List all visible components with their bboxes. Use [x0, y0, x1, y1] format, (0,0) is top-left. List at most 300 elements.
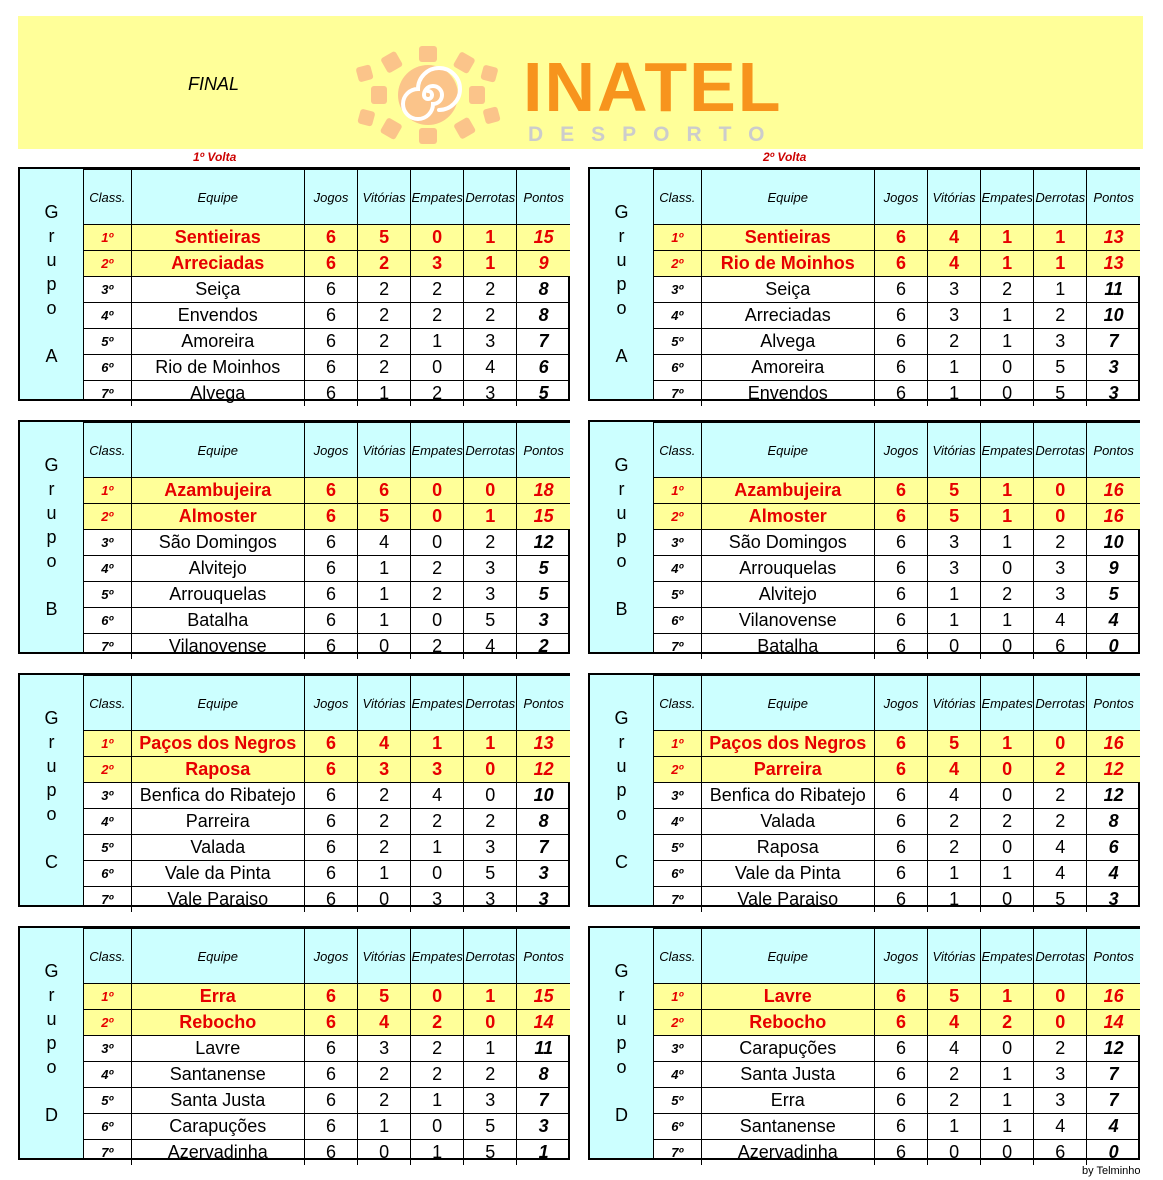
column-header: Empates — [411, 676, 464, 731]
team-cell: Alvega — [701, 329, 874, 355]
draws-cell: 2 — [981, 277, 1034, 303]
wins-cell: 2 — [928, 1088, 981, 1114]
group-label-letter: o — [46, 1057, 57, 1077]
team-cell: Azervadinha — [701, 1140, 874, 1166]
column-header: Empates — [981, 170, 1034, 225]
draws-cell: 1 — [411, 1140, 464, 1166]
column-header: Jogos — [304, 676, 357, 731]
draws-cell: 0 — [411, 225, 464, 251]
wins-cell: 5 — [928, 731, 981, 757]
wins-cell: 2 — [928, 1062, 981, 1088]
wins-cell: 1 — [358, 556, 411, 582]
wins-cell: 1 — [928, 608, 981, 634]
games-cell: 6 — [304, 303, 357, 329]
points-cell: 3 — [517, 861, 570, 887]
losses-cell: 4 — [1034, 861, 1087, 887]
team-cell: Vale da Pinta — [701, 861, 874, 887]
games-cell: 6 — [874, 251, 927, 277]
table-header-row — [84, 170, 570, 225]
group-label-letter: u — [616, 1009, 627, 1029]
points-cell: 3 — [517, 887, 570, 913]
team-cell: Vale da Pinta — [131, 861, 304, 887]
position-cell: 5º — [654, 582, 701, 608]
position-cell: 1º — [84, 225, 131, 251]
losses-cell: 2 — [1034, 809, 1087, 835]
column-header: Jogos — [874, 929, 927, 984]
column-header: Vitórias — [928, 423, 981, 478]
games-cell: 6 — [874, 1088, 927, 1114]
team-cell: Erra — [701, 1088, 874, 1114]
wins-cell: 0 — [928, 634, 981, 660]
table-header-row — [654, 423, 1140, 478]
points-cell: 6 — [517, 355, 570, 381]
group-letter: B — [615, 599, 628, 619]
losses-cell: 5 — [464, 861, 517, 887]
points-cell: 12 — [517, 530, 570, 556]
table-row — [654, 478, 1140, 504]
draws-cell: 0 — [411, 504, 464, 530]
group-label-letter: p — [46, 274, 57, 294]
losses-cell: 3 — [464, 329, 517, 355]
table-row — [84, 277, 570, 303]
wins-cell: 1 — [928, 582, 981, 608]
group-label — [20, 422, 84, 652]
team-cell: Paços dos Negros — [131, 731, 304, 757]
draws-cell: 1 — [411, 329, 464, 355]
wins-cell: 6 — [358, 478, 411, 504]
team-cell: Arreciadas — [131, 251, 304, 277]
table-row — [84, 1036, 570, 1062]
draws-cell: 0 — [981, 835, 1034, 861]
draws-cell: 2 — [981, 809, 1034, 835]
points-cell: 3 — [1087, 887, 1140, 913]
group-letter: C — [615, 852, 628, 872]
team-cell: Alvega — [131, 381, 304, 407]
final-label: FINAL — [188, 74, 240, 94]
games-cell: 6 — [874, 556, 927, 582]
points-cell: 10 — [1087, 530, 1140, 556]
team-cell: Alvitejo — [131, 556, 304, 582]
column-header: Class. — [654, 170, 701, 225]
points-cell: 0 — [1087, 634, 1140, 660]
table-row — [654, 757, 1140, 783]
author-credit: by Telminho — [1082, 1165, 1141, 1177]
group-label-letter: o — [616, 551, 627, 571]
standings-table — [654, 169, 1140, 406]
group-table-a-round-2 — [588, 167, 1140, 401]
games-cell: 6 — [304, 835, 357, 861]
position-cell: 1º — [84, 984, 131, 1010]
games-cell: 6 — [304, 582, 357, 608]
draws-cell: 1 — [981, 225, 1034, 251]
games-cell: 6 — [874, 783, 927, 809]
team-cell: Santanense — [131, 1062, 304, 1088]
points-cell: 16 — [1087, 984, 1140, 1010]
sun-spiral-logo-icon — [353, 44, 503, 146]
group-label-letter: p — [46, 1033, 57, 1053]
position-cell: 7º — [654, 887, 701, 913]
losses-cell: 2 — [464, 277, 517, 303]
table-row — [84, 1140, 570, 1166]
games-cell: 6 — [874, 303, 927, 329]
points-cell: 6 — [1087, 835, 1140, 861]
games-cell: 6 — [874, 478, 927, 504]
group-label-letter: o — [616, 804, 627, 824]
table-row — [654, 1114, 1140, 1140]
points-cell: 4 — [1087, 1114, 1140, 1140]
column-header: Class. — [84, 676, 131, 731]
table-row — [84, 1088, 570, 1114]
column-header: Jogos — [304, 929, 357, 984]
table-row — [84, 582, 570, 608]
games-cell: 6 — [874, 277, 927, 303]
games-cell: 6 — [304, 1036, 357, 1062]
table-row — [84, 1114, 570, 1140]
table-row — [84, 887, 570, 913]
team-cell: Vale Paraiso — [701, 887, 874, 913]
games-cell: 6 — [304, 757, 357, 783]
wins-cell: 4 — [928, 251, 981, 277]
group-label-letter: r — [48, 985, 55, 1005]
table-row — [84, 478, 570, 504]
points-cell: 10 — [1087, 303, 1140, 329]
draws-cell: 0 — [411, 530, 464, 556]
table-row — [654, 783, 1140, 809]
draws-cell: 0 — [981, 634, 1034, 660]
column-header: Jogos — [874, 676, 927, 731]
points-cell: 5 — [517, 582, 570, 608]
column-header: Derrotas — [464, 676, 517, 731]
team-cell: Rio de Moinhos — [131, 355, 304, 381]
group-label-letter: r — [48, 226, 55, 246]
column-header: Empates — [981, 929, 1034, 984]
points-cell: 5 — [517, 381, 570, 407]
losses-cell: 3 — [464, 556, 517, 582]
team-cell: São Domingos — [701, 530, 874, 556]
games-cell: 6 — [874, 634, 927, 660]
team-cell: Sentieiras — [701, 225, 874, 251]
games-cell: 6 — [304, 329, 357, 355]
position-cell: 6º — [654, 608, 701, 634]
table-row — [654, 329, 1140, 355]
table-row — [84, 783, 570, 809]
column-header: Vitórias — [928, 170, 981, 225]
wins-cell: 2 — [358, 277, 411, 303]
position-cell: 6º — [84, 608, 131, 634]
table-header-row — [654, 929, 1140, 984]
losses-cell: 4 — [464, 355, 517, 381]
wins-cell: 1 — [928, 381, 981, 407]
position-cell: 5º — [84, 835, 131, 861]
group-label-letter: G — [614, 455, 629, 475]
group-label — [590, 675, 654, 905]
column-header: Vitórias — [358, 423, 411, 478]
wins-cell: 5 — [358, 504, 411, 530]
group-label-letter: p — [616, 1033, 627, 1053]
draws-cell: 1 — [981, 731, 1034, 757]
position-cell: 2º — [654, 251, 701, 277]
table-header-row — [654, 170, 1140, 225]
column-header: Derrotas — [1034, 929, 1087, 984]
team-cell: Erra — [131, 984, 304, 1010]
position-cell: 3º — [84, 783, 131, 809]
column-header: Class. — [84, 929, 131, 984]
draws-cell: 2 — [411, 809, 464, 835]
games-cell: 6 — [874, 1062, 927, 1088]
standings-table — [84, 928, 570, 1165]
table-row — [84, 355, 570, 381]
position-cell: 6º — [84, 861, 131, 887]
losses-cell: 0 — [464, 783, 517, 809]
column-header: Equipe — [701, 170, 874, 225]
position-cell: 5º — [654, 329, 701, 355]
points-cell: 18 — [517, 478, 570, 504]
losses-cell: 2 — [464, 809, 517, 835]
draws-cell: 2 — [411, 634, 464, 660]
points-cell: 16 — [1087, 504, 1140, 530]
group-label-letter: u — [46, 250, 57, 270]
table-row — [84, 731, 570, 757]
team-cell: Arrouquelas — [131, 582, 304, 608]
games-cell: 6 — [874, 731, 927, 757]
brand-subtitle: DESPORTO — [528, 123, 782, 146]
losses-cell: 0 — [464, 478, 517, 504]
wins-cell: 2 — [358, 835, 411, 861]
column-header: Vitórias — [358, 929, 411, 984]
team-cell: Amoreira — [131, 329, 304, 355]
table-row — [84, 861, 570, 887]
position-cell: 1º — [654, 225, 701, 251]
position-cell: 4º — [84, 303, 131, 329]
standings-table — [84, 675, 570, 912]
position-cell: 7º — [654, 1140, 701, 1166]
losses-cell: 3 — [464, 381, 517, 407]
losses-cell: 1 — [1034, 225, 1087, 251]
losses-cell: 4 — [1034, 1114, 1087, 1140]
position-cell: 7º — [84, 1140, 131, 1166]
games-cell: 6 — [874, 1140, 927, 1166]
draws-cell: 2 — [981, 582, 1034, 608]
wins-cell: 1 — [358, 608, 411, 634]
points-cell: 13 — [1087, 251, 1140, 277]
team-cell: Azambujeira — [701, 478, 874, 504]
wins-cell: 5 — [928, 504, 981, 530]
wins-cell: 4 — [358, 1010, 411, 1036]
losses-cell: 0 — [1034, 731, 1087, 757]
group-label — [590, 422, 654, 652]
wins-cell: 0 — [358, 1140, 411, 1166]
wins-cell: 1 — [358, 1114, 411, 1140]
games-cell: 6 — [874, 530, 927, 556]
team-cell: Seiça — [701, 277, 874, 303]
column-header: Derrotas — [1034, 423, 1087, 478]
column-header: Empates — [981, 676, 1034, 731]
table-row — [654, 530, 1140, 556]
losses-cell: 0 — [1034, 1010, 1087, 1036]
points-cell: 4 — [1087, 608, 1140, 634]
column-header: Derrotas — [464, 423, 517, 478]
wins-cell: 5 — [928, 984, 981, 1010]
losses-cell: 0 — [464, 1010, 517, 1036]
team-cell: Rio de Moinhos — [701, 251, 874, 277]
points-cell: 15 — [517, 504, 570, 530]
draws-cell: 1 — [981, 1088, 1034, 1114]
group-label — [590, 928, 654, 1158]
wins-cell: 1 — [928, 861, 981, 887]
column-header: Derrotas — [1034, 170, 1087, 225]
wins-cell: 4 — [928, 783, 981, 809]
position-cell: 7º — [654, 634, 701, 660]
points-cell: 12 — [517, 757, 570, 783]
losses-cell: 2 — [464, 1062, 517, 1088]
table-row — [84, 504, 570, 530]
team-cell: Batalha — [701, 634, 874, 660]
points-cell: 3 — [517, 608, 570, 634]
group-label — [20, 928, 84, 1158]
draws-cell: 1 — [981, 504, 1034, 530]
table-header-row — [84, 929, 570, 984]
draws-cell: 1 — [411, 731, 464, 757]
draws-cell: 2 — [411, 582, 464, 608]
losses-cell: 4 — [1034, 835, 1087, 861]
table-row — [84, 251, 570, 277]
position-cell: 2º — [84, 504, 131, 530]
group-label-letter: o — [616, 1057, 627, 1077]
games-cell: 6 — [304, 984, 357, 1010]
table-row — [84, 984, 570, 1010]
group-letter: D — [615, 1105, 628, 1125]
group-label-letter: u — [46, 503, 57, 523]
column-header: Pontos — [517, 170, 570, 225]
team-cell: Sentieiras — [131, 225, 304, 251]
games-cell: 6 — [304, 277, 357, 303]
losses-cell: 2 — [1034, 783, 1087, 809]
losses-cell: 1 — [1034, 277, 1087, 303]
draws-cell: 1 — [981, 329, 1034, 355]
team-cell: Seiça — [131, 277, 304, 303]
group-label-letter: r — [48, 732, 55, 752]
group-label-letter: r — [48, 479, 55, 499]
column-header: Empates — [411, 170, 464, 225]
losses-cell: 5 — [1034, 381, 1087, 407]
points-cell: 14 — [1087, 1010, 1140, 1036]
group-label — [590, 169, 654, 399]
losses-cell: 2 — [464, 303, 517, 329]
position-cell: 3º — [84, 277, 131, 303]
group-table-a-round-1 — [18, 167, 570, 401]
games-cell: 6 — [304, 1114, 357, 1140]
wins-cell: 3 — [358, 1036, 411, 1062]
position-cell: 6º — [654, 1114, 701, 1140]
wins-cell: 4 — [928, 1036, 981, 1062]
position-cell: 2º — [84, 1010, 131, 1036]
games-cell: 6 — [304, 504, 357, 530]
team-cell: Vilanovense — [131, 634, 304, 660]
table-row — [654, 608, 1140, 634]
games-cell: 6 — [304, 1140, 357, 1166]
games-cell: 6 — [304, 556, 357, 582]
column-header: Derrotas — [1034, 676, 1087, 731]
position-cell: 5º — [84, 329, 131, 355]
points-cell: 11 — [1087, 277, 1140, 303]
draws-cell: 1 — [981, 608, 1034, 634]
table-header-row — [84, 423, 570, 478]
position-cell: 7º — [84, 887, 131, 913]
points-cell: 3 — [1087, 355, 1140, 381]
draws-cell: 0 — [981, 1036, 1034, 1062]
position-cell: 1º — [84, 731, 131, 757]
team-cell: Lavre — [701, 984, 874, 1010]
losses-cell: 1 — [464, 1036, 517, 1062]
wins-cell: 2 — [358, 1062, 411, 1088]
group-table-b-round-1 — [18, 420, 570, 654]
losses-cell: 3 — [464, 582, 517, 608]
column-header: Class. — [84, 423, 131, 478]
team-cell: Santa Justa — [701, 1062, 874, 1088]
wins-cell: 1 — [928, 887, 981, 913]
group-table-d-round-1 — [18, 926, 570, 1160]
wins-cell: 4 — [928, 1010, 981, 1036]
draws-cell: 0 — [411, 608, 464, 634]
losses-cell: 4 — [464, 634, 517, 660]
group-table-d-round-2 — [588, 926, 1140, 1160]
table-row — [84, 757, 570, 783]
draws-cell: 2 — [411, 1010, 464, 1036]
table-row — [654, 381, 1140, 407]
wins-cell: 4 — [928, 757, 981, 783]
losses-cell: 2 — [1034, 530, 1087, 556]
games-cell: 6 — [304, 887, 357, 913]
points-cell: 4 — [1087, 861, 1140, 887]
draws-cell: 1 — [981, 1114, 1034, 1140]
losses-cell: 4 — [1034, 608, 1087, 634]
position-cell: 2º — [654, 1010, 701, 1036]
table-header-row — [654, 676, 1140, 731]
games-cell: 6 — [874, 861, 927, 887]
losses-cell: 3 — [1034, 1088, 1087, 1114]
points-cell: 7 — [517, 1088, 570, 1114]
table-row — [654, 504, 1140, 530]
draws-cell: 0 — [411, 1114, 464, 1140]
column-header: Derrotas — [464, 170, 517, 225]
position-cell: 7º — [84, 381, 131, 407]
wins-cell: 2 — [358, 355, 411, 381]
wins-cell: 4 — [358, 731, 411, 757]
round-label-2: 2º Volta — [763, 150, 807, 164]
column-header: Pontos — [1087, 929, 1140, 984]
draws-cell: 2 — [411, 1062, 464, 1088]
wins-cell: 1 — [358, 861, 411, 887]
games-cell: 6 — [304, 530, 357, 556]
group-label — [20, 675, 84, 905]
table-row — [654, 984, 1140, 1010]
losses-cell: 3 — [1034, 329, 1087, 355]
games-cell: 6 — [874, 1114, 927, 1140]
group-label-letter: u — [46, 1009, 57, 1029]
column-header: Equipe — [701, 929, 874, 984]
wins-cell: 5 — [358, 984, 411, 1010]
table-row — [84, 225, 570, 251]
points-cell: 7 — [1087, 329, 1140, 355]
group-label-letter: r — [618, 985, 625, 1005]
draws-cell: 0 — [981, 783, 1034, 809]
position-cell: 7º — [84, 634, 131, 660]
table-row — [84, 530, 570, 556]
points-cell: 10 — [517, 783, 570, 809]
column-header: Empates — [981, 423, 1034, 478]
table-row — [654, 1140, 1140, 1166]
position-cell: 5º — [654, 835, 701, 861]
